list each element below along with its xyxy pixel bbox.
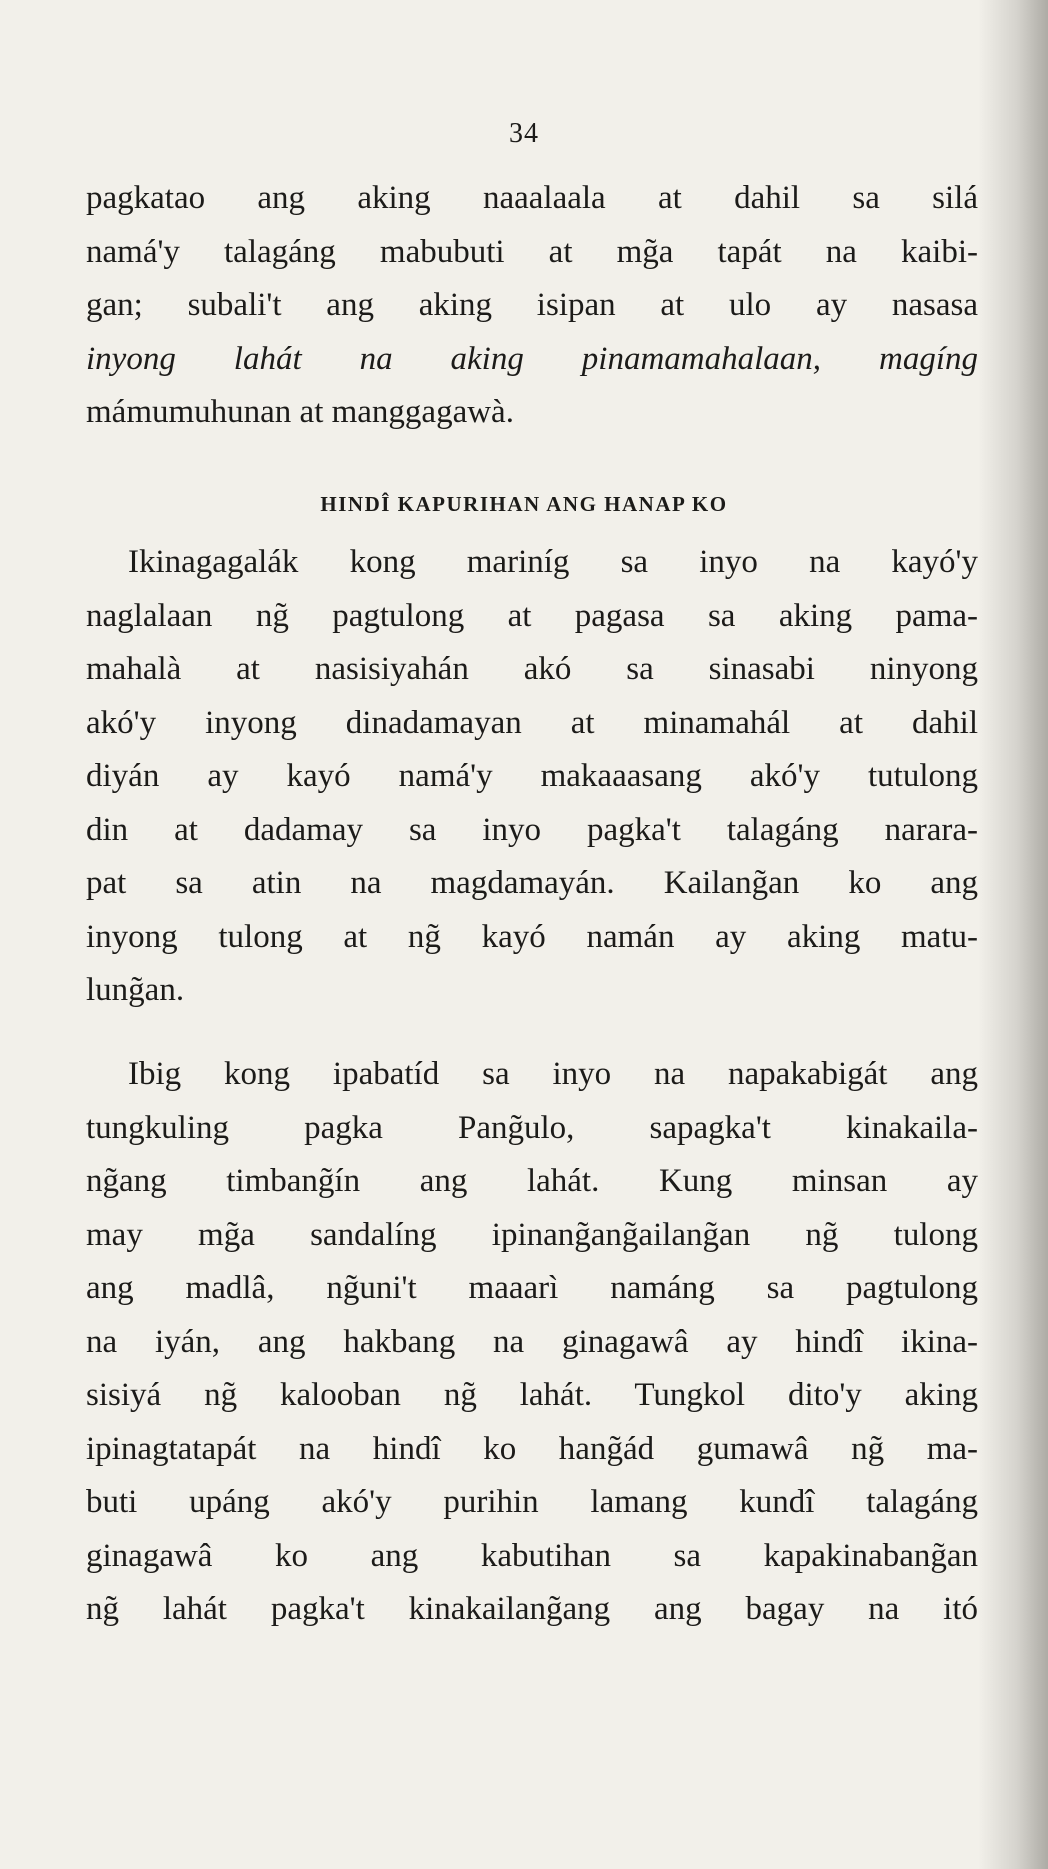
text-line: ginagawâ ko ang kabutihan sa kapakinabang̃an bbox=[86, 1537, 978, 1574]
section-heading: HINDÎ KAPURIHAN ANG HANAP KO bbox=[320, 492, 728, 516]
text-line: pagkatao ang aking naaalaala at dahil sa silá bbox=[86, 180, 978, 216]
text-line: na iyán, ang hakbang na ginagawâ ay hindî ikina- bbox=[86, 1323, 978, 1360]
text-line: mahalà at nasisiyahán akó sa sinasabi ninyong bbox=[86, 651, 978, 687]
text-line: ng̃ang timbang̃ín ang lahát. Kung minsan ay bbox=[86, 1163, 978, 1199]
text-line: inyong lahát na aking pinamamahalaan, magíng bbox=[86, 340, 978, 377]
text-line: gan; subali't ang aking isipan at ulo ay nasasa bbox=[86, 287, 978, 323]
text-line: Ibig kong ipabatíd sa inyo na napakabigát ang bbox=[128, 1056, 978, 1092]
text-line: naglalaan ng̃ pagtulong at pagasa sa aking pama- bbox=[86, 597, 978, 634]
text-line: din at dadamay sa inyo pagka't talagáng narara- bbox=[86, 811, 978, 848]
text-line: sisiyá ng̃ kalooban ng̃ lahát. Tungkol dito'y aking bbox=[86, 1377, 978, 1413]
page-number: 34 bbox=[509, 118, 539, 149]
text-line: mámumuhunan at manggagawà. bbox=[86, 394, 514, 430]
text-line: inyong tulong at ng̃ kayó namán ay aking matu- bbox=[86, 918, 978, 955]
paragraph-2 bbox=[86, 536, 978, 1018]
text-line: namá'y talagáng mabubuti at mg̃a tapát na kaibi- bbox=[86, 233, 978, 270]
text-line: lung̃an. bbox=[86, 972, 185, 1008]
text-line: diyán ay kayó namá'y makaaasang akó'y tutulong bbox=[86, 758, 978, 794]
text-line: pat sa atin na magdamayán. Kailang̃an ko ang bbox=[86, 865, 978, 901]
text-line: tungkuling pagka Pang̃ulo, sapagka't kinakaila- bbox=[86, 1109, 978, 1146]
text-line: Ikinagagalák kong mariníg sa inyo na kayó'y bbox=[128, 544, 978, 580]
paragraph-1 bbox=[86, 172, 978, 440]
text-line: buti upáng akó'y purihin lamang kundî talagáng bbox=[86, 1484, 978, 1520]
text-line: akó'y inyong dinadamayan at minamahál at dahil bbox=[86, 704, 978, 741]
text-line: ang madlâ, ng̃uni't maaarì namáng sa pagtulong bbox=[86, 1270, 978, 1306]
text-line: ipinagtatapát na hindî ko hang̃ád gumawâ ng̃ ma- bbox=[86, 1430, 978, 1467]
page-edge-shadow bbox=[978, 0, 1048, 1869]
paragraph-3 bbox=[86, 1048, 978, 1637]
text-line: may mg̃a sandalíng ipinang̃ang̃ailang̃an ng̃ tulong bbox=[86, 1216, 978, 1253]
text-line: ng̃ lahát pagka't kinakailang̃ang ang bagay na itó bbox=[86, 1591, 978, 1627]
